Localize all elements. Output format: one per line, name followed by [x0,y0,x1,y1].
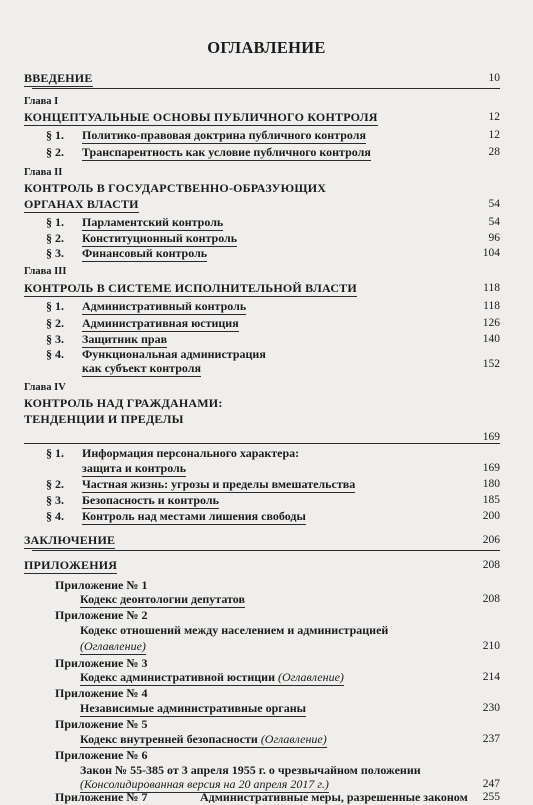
appendices-page: 208 [482,559,500,571]
chapter-2-title-line1: КОНТРОЛЬ В ГОСУДАРСТВЕННО-ОБРАЗУЮЩИХ [24,181,327,195]
appendix-title: Кодекс внутренней безопасности [80,732,258,746]
section-number: § 2. [46,145,64,159]
appendix-title: Закон № 55-385 от 3 апреля 1955 г. о чрезвычайном положении [80,763,421,777]
section-number: § 3. [46,493,64,507]
section-title: Безопасность и контроль [82,493,219,507]
section-title-line1: Функциональная администрация [82,347,266,361]
appendix-page: 214 [482,671,500,683]
section-title: Административная юстиция [82,316,239,330]
section-page: 185 [482,494,500,506]
section-page: 200 [482,510,500,522]
section-number: § 3. [46,246,64,260]
section-title: Защитник прав [82,332,168,346]
section-page: 169 [482,462,500,474]
section-page: 54 [488,216,500,228]
section-number: § 2. [46,316,64,330]
appendix-label: Приложение № 3 [55,656,148,670]
section-page: 118 [483,300,500,312]
section-page: 152 [482,358,500,370]
intro-label: ВВЕДЕНИЕ [24,71,93,85]
toc-page: ОГЛАВЛЕНИЕ ВВЕДЕНИЕ 10 Глава I КОНЦЕПТУАЛЬНЫЕ ОСНОВЫ ПУБЛИЧНОГО КОНТРОЛЯ 12 § 1. Политико-правовая доктрина публичного контроля 12 § 2. Транспарентность как условие публичного контроля 28 Глава II КОНТРОЛЬ В ГОСУДАРСТВЕННО-ОБРАЗУЮЩИХ ОРГАНАХ ВЛАСТИ 54 § 1. Парламентский контроль 54 § 2. Конституционный контроль 96 § 3. Финансовый контроль 104 Глава III КОНТРОЛЬ В СИСТЕМЕ ИСПОЛНИТЕЛЬНОЙ ВЛАСТИ 118 § 1. Административный контроль 118 § 2. Административная юстиция 126 § 3. Защитник прав 140 § 4. Функциональная администрация как субъект контроля 152 Глава IV КОНТРОЛЬ НАД ГРАЖДАНАМИ: ТЕНДЕНЦИИ И ПРЕДЕЛЫ 169 § 1. Информация персонального характера: защита и контроль 169 § 2. Частная жизнь: угрозы и пределы вмешательства 180 § 3. Безопасность и контроль 185 § 4. Контроль над местами лишения свободы 200 ЗАКЛЮЧЕНИЕ 206 ПРИЛОЖЕНИЯ 208 Приложение № 1 Кодекс деонтологии депутатов 208 Приложение № 2 Кодекс отношений между населением и администрацией (Оглавление) 210 Приложение № 3 Кодекс административной юстиции (Оглавление) 214 Приложение № 4 Независимые административные органы 230 Приложение № 5 Кодекс внутренней безопасности (Оглавление) 237 Приложение № 6 Закон № 55-385 от 3 апреля 1955 г. о чрезвычайном положении (Консолидированная версия на 20 апреля 2017 г.) 247 Приложение № 7 Административные меры, разрешенные законом 255 [0,0,533,800]
section-title: Транспарентность как условие публичного контроля [82,145,371,159]
appendix-page: 237 [482,733,500,745]
appendix-label: Приложение № 2 [55,608,148,622]
section-title: Административный контроль [82,299,247,313]
appendix-label: Приложение № 4 [55,686,148,700]
section-number: § 1. [46,299,64,313]
section-page: 12 [488,129,500,141]
section-number: § 4. [46,509,64,523]
section-page: 180 [482,478,500,490]
appendix-title-wrap [80,670,344,686]
separator-rule [32,550,500,551]
section-title: Парламентский контроль [82,215,224,229]
section-number: § 2. [46,231,64,245]
conclusion-page: 206 [482,534,500,546]
section-number: § 1. [46,128,64,142]
chapter-3-page: 118 [483,282,500,294]
chapter-3-title: КОНТРОЛЬ В СИСТЕМЕ ИСПОЛНИТЕЛЬНОЙ ВЛАСТИ [24,281,357,295]
appendix-title: Кодекс отношений между населением и администрацией [80,623,389,637]
chapter-4-leader-rule [24,443,500,444]
appendix-label: Приложение № 6 [55,748,148,762]
appendix-title-wrap [80,732,327,748]
appendix-note: (Оглавление) [277,670,344,684]
appendix-title: Кодекс деонтологии депутатов [80,592,245,606]
section-page: 96 [488,232,500,244]
intro-page: 10 [488,72,500,84]
appendix-page: 230 [482,702,500,714]
section-page: 28 [488,146,500,158]
appendix-title-line1: Административные меры, разрешенные законом [200,790,468,804]
appendix-note: (Консолидированная версия на 20 апреля 2017 г.) [80,777,329,791]
chapter-4-page: 169 [482,431,500,443]
chapter-2-page: 54 [488,198,500,210]
page-title: ОГЛАВЛЕНИЕ [207,38,326,57]
section-title-line1: Информация персонального характера: [82,446,300,460]
chapter-4-title-line2: ТЕНДЕНЦИИ И ПРЕДЕЛЫ [24,412,184,426]
chapter-1-page: 12 [488,111,500,123]
chapter-1-title: КОНЦЕПТУАЛЬНЫЕ ОСНОВЫ ПУБЛИЧНОГО КОНТРОЛЯ [24,110,378,124]
section-page: 126 [482,317,500,329]
section-number: § 2. [46,477,64,491]
appendices-label: ПРИЛОЖЕНИЯ [24,558,118,572]
section-title: Контроль над местами лишения свободы [82,509,306,523]
section-title: Политико-правовая доктрина публичного контроля [82,128,366,142]
section-title-line2: как субъект контроля [82,361,201,375]
section-title-line2: защита и контроль [82,461,187,475]
appendix-title: Независимые административные органы [80,701,307,715]
appendix-page: 255 [482,791,500,803]
section-title: Финансовый контроль [82,246,208,260]
section-page: 140 [482,333,500,345]
appendix-label: Приложение № 5 [55,717,148,731]
appendix-page: 247 [482,778,500,790]
section-number: § 3. [46,332,64,346]
conclusion-label: ЗАКЛЮЧЕНИЕ [24,533,116,547]
appendix-label: Приложение № 1 [55,578,148,592]
section-title: Частная жизнь: угрозы и пределы вмешательства [82,477,356,491]
section-number: § 1. [46,215,64,229]
appendix-page: 208 [482,593,500,605]
section-page: 104 [482,247,500,259]
separator-rule [32,88,500,89]
appendix-note: (Оглавление) [80,639,146,653]
appendix-page: 210 [482,640,500,652]
appendix-note: (Оглавление) [260,732,327,746]
section-number: § 1. [46,446,64,460]
section-title: Конституционный контроль [82,231,238,245]
section-number: § 4. [46,347,64,361]
chapter-2-title-line2: ОРГАНАХ ВЛАСТИ [24,197,139,211]
appendix-title: Кодекс административной юстиции [80,670,275,684]
appendix-label: Приложение № 7 [55,790,148,804]
chapter-4-title-line1: КОНТРОЛЬ НАД ГРАЖДАНАМИ: [24,396,223,410]
